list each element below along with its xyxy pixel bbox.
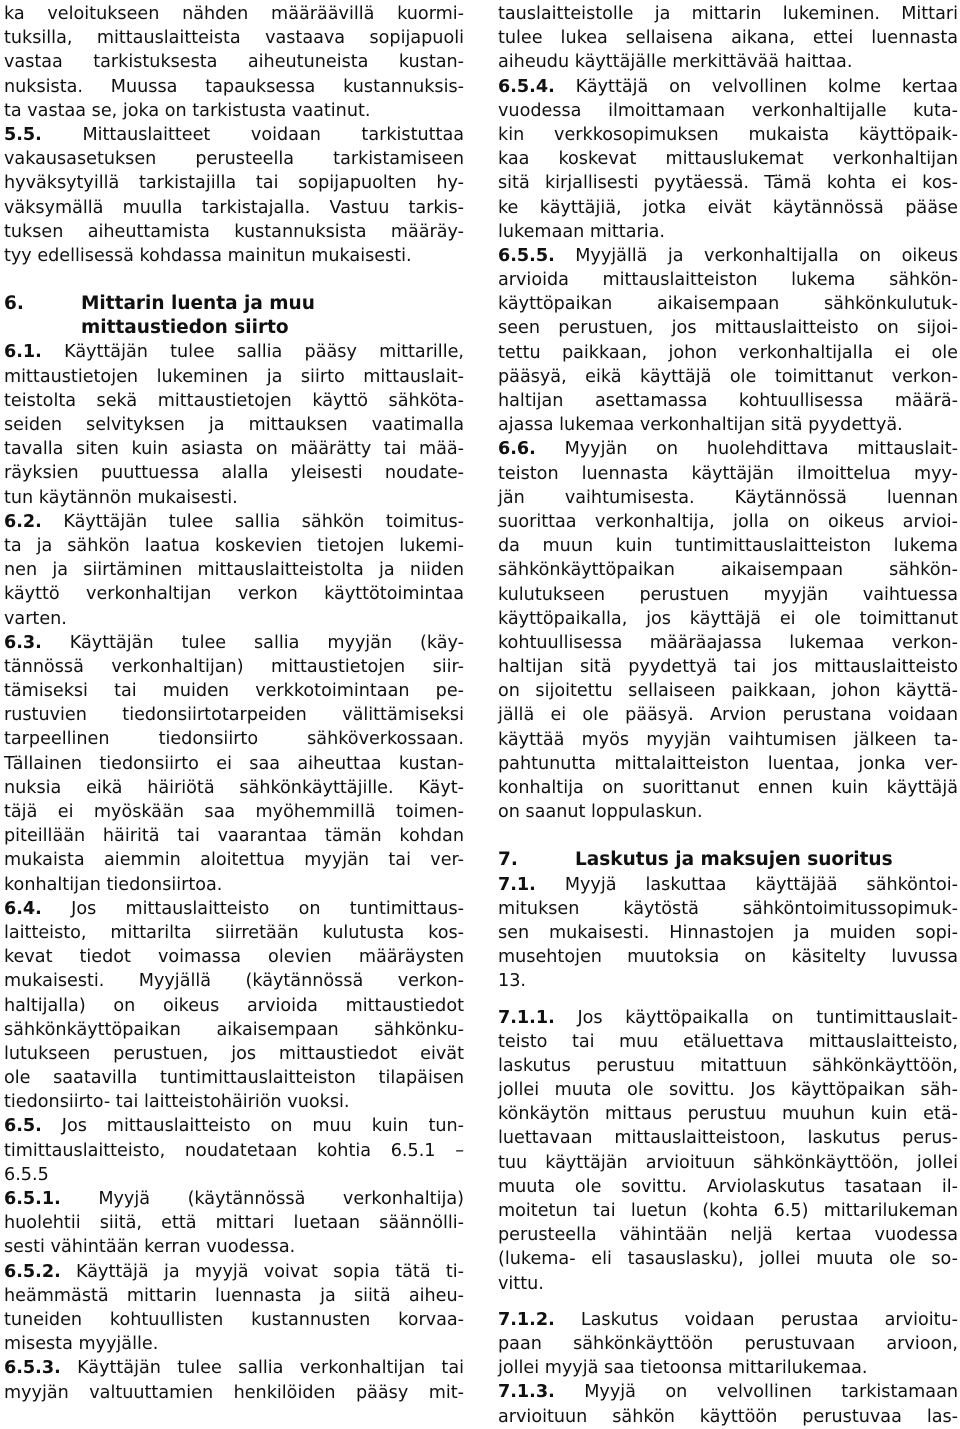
paragraph-text: paan sähkönkäyttöön perustuvaan arvioon,: [498, 1333, 958, 1354]
paragraph-text: tiedonsiirto- tai laitteistohäiriön vuoksi.: [4, 1092, 350, 1113]
paragraph-text: tuu käyttäjän arvioituun sähkönkäyttöön, jollei: [498, 1152, 958, 1173]
paragraph-line: [4, 800, 464, 824]
paragraph-text: könkäytön mittaus perustuu muuhun kuin etä-: [498, 1104, 958, 1125]
paragraph-line: [4, 873, 464, 897]
paragraph-line: [498, 583, 958, 607]
paragraph-text: nuksia eikä häiriötä sähkönkäyttäjille. Käyt-: [4, 777, 464, 798]
paragraph-line: [4, 607, 464, 631]
paragraph-text: rustuvien tiedonsiirtotarpeiden välittämiseksi: [4, 705, 464, 726]
paragraph-text: timittauslaitteisto, noudatetaan kohtia 6.5.1 –: [4, 1140, 464, 1161]
paragraph-text: haltijalla) on oikeus arvioida mittaustiedot: [4, 995, 464, 1016]
heading-title: mittaustiedon siirto: [81, 317, 289, 339]
paragraph-text: jällä ei ole pääsyä. Arvion perustana voidaan: [498, 705, 958, 726]
paragraph-text: käyttö verkonhaltijan verkon käyttötoimintaa: [4, 584, 464, 605]
paragraph-line: [498, 1199, 958, 1223]
paragraph-text: mukaista aiemmin aloitettua myyjän tai ver-: [4, 850, 464, 871]
paragraph-line: [498, 945, 958, 969]
paragraph-line: [498, 220, 958, 244]
section-number: 6.6.: [498, 439, 536, 460]
paragraph-line: [4, 413, 464, 437]
paragraph-line: [498, 413, 958, 437]
section-heading-continued: [4, 316, 464, 340]
paragraph-text: huolehtii siitä, että mittari luetaan säännölli-: [4, 1213, 464, 1234]
paragraph-text: Jos mittauslaitteisto on muu kuin tun-: [61, 1116, 465, 1137]
paragraph-text: pahtunutta mittalaitteiston luentaa, jonka ver-: [498, 753, 958, 774]
paragraph-text: 6.5.5: [4, 1164, 49, 1185]
paragraph-text: seiden selvityksen ja mittauksen vaatimalla: [4, 415, 464, 435]
paragraph-line: [498, 1102, 958, 1126]
paragraph-line: [4, 1139, 464, 1163]
paragraph-line: [498, 510, 958, 534]
paragraph-text: piteillään häiritä tai vaarantaa tämän kohdan: [4, 826, 464, 847]
paragraph-line: [498, 1030, 958, 1054]
paragraph-text: tyy edellisessä kohdassa mainitun mukaisesti.: [4, 245, 412, 266]
paragraph-text: tännössä verkonhaltijan) mittaustietojen siir-: [4, 656, 464, 677]
section-number: 7.1.: [498, 874, 536, 895]
paragraph-text: kevat tiedot voimassa olevien määräysten: [4, 947, 464, 968]
paragraph-text: Tällainen tiedonsiirto ei saa aiheuttaa kustan-: [4, 753, 464, 774]
paragraph-line: [4, 1284, 464, 1308]
paragraph-line: [4, 1163, 464, 1187]
paragraph-text: ajassa lukemaa verkonhaltijan sitä pyydettyä.: [498, 415, 903, 436]
paragraph-first-line: [498, 1006, 958, 1030]
paragraph-line: [498, 1405, 958, 1429]
paragraph-text: suorittaa verkonhaltija, jolla on oikeus arvioi-: [498, 511, 958, 532]
paragraph-text: tun käytännön mukaisesti.: [4, 487, 238, 508]
paragraph-line: [498, 462, 958, 486]
paragraph-text: vakausasetuksen perusteella tarkistamiseen: [4, 149, 464, 170]
paragraph-line: [4, 921, 464, 945]
paragraph-text: arvioituun sähkön käyttöön perustuvaa las-: [498, 1406, 958, 1427]
paragraph-text: tämiseksi tai muiden verkkotoimintaan pe-: [4, 681, 464, 702]
paragraph-line: [498, 389, 958, 413]
paragraph-line: [4, 1018, 464, 1042]
paragraph-text: tettu paikkaan, johon verkonhaltijalla ei ole: [498, 342, 958, 363]
paragraph-first-line: [4, 1187, 464, 1211]
paragraph-line: [498, 1054, 958, 1078]
paragraph-text: ke käyttäjiä, jotka eivät käytännössä pääse: [498, 197, 958, 218]
paragraph-text: misesta myyjälle.: [4, 1334, 159, 1355]
paragraph-line: [4, 679, 464, 703]
paragraph-line: [498, 1175, 958, 1199]
section-number: 6.3.: [4, 632, 42, 653]
text-line: [4, 50, 464, 74]
paragraph-text: da muun kuin tuntimittauslaitteiston lukema: [498, 536, 958, 557]
paragraph-text: jän vaihtumisesta. Käytännössä luennan: [498, 487, 958, 508]
paragraph-line: [4, 534, 464, 558]
paragraph-text: perusteella vähintään neljä kertaa vuodessa: [498, 1225, 958, 1246]
paragraph-text: lutukseen perustuen, jos mittaustiedot eivät: [4, 1043, 464, 1064]
section-number: 5.5.: [4, 124, 42, 145]
paragraph-line: [4, 558, 464, 582]
section-number: 6.5.1.: [4, 1189, 61, 1209]
paragraph-text: laskutus perustuu mitattuun sähkönkäyttöön,: [498, 1055, 958, 1076]
paragraph-text: nen ja siirtäminen mittauslaitteistolta ja niiden: [4, 560, 464, 581]
paragraph-text: mituksen käytöstä sähköntoimitussopimuk-: [498, 898, 958, 919]
paragraph-text: Jos mittauslaitteisto on tuntimittaus-: [71, 898, 465, 919]
paragraph-text: vittu.: [498, 1273, 544, 1294]
paragraph-text: sitä kirjallisesti pyytäessä. Tämä kohta ei kos-: [498, 173, 958, 194]
paragraph-text: teiston luennasta käyttäjän ilmoittelua myy-: [498, 463, 958, 484]
paragraph-line: [4, 244, 464, 268]
paragraph-text: kaa koskevat mittauslukemat verkonhaltijan: [498, 149, 958, 170]
section-number: 6.1.: [4, 342, 42, 363]
paragraph-text: Myyjän on huolehdittava mittauslait-: [564, 439, 959, 460]
paragraph-first-line: [498, 244, 958, 268]
paragraph-line: [498, 679, 958, 703]
paragraph-line: [498, 268, 958, 292]
paragraph-text: mukaisesti. Myyjällä (käytännössä verkon-: [4, 971, 464, 992]
paragraph-text: tuneiden kohtuullisten kustannusten korvaa-: [4, 1309, 464, 1330]
text-line-content: tauslaitteistolle ja mittarin lukeminen. Mittari: [498, 4, 958, 24]
section-number: 6.5.3.: [4, 1358, 61, 1379]
paragraph-line: [498, 341, 958, 365]
paragraph-text: väksymällä muulla tarkistajalla. Vastuu tarkis-: [4, 197, 464, 218]
paragraph-text: kin verkkosopimuksen mukaista käyttöpaik-: [498, 124, 958, 145]
paragraph-line: [4, 486, 464, 510]
paragraph-text: Mittauslaitteet voidaan tarkistuttaa: [82, 124, 465, 145]
paragraph-line: [498, 1247, 958, 1271]
text-line: [498, 26, 958, 50]
paragraph-text: Käyttäjä ja myyjä voivat sopia tätä ti-: [76, 1261, 464, 1282]
paragraph-first-line: [498, 1308, 958, 1332]
paragraph-line: [498, 921, 958, 945]
paragraph-text: jollei muuta ole sovittu. Jos käyttöpaikan säh-: [498, 1080, 958, 1101]
paragraph-text: on saanut loppulaskun.: [498, 802, 703, 823]
paragraph-line: [498, 1272, 958, 1296]
heading-title: Laskutus ja maksujen suoritus: [575, 849, 893, 871]
paragraph-first-line: [4, 123, 464, 147]
paragraph-first-line: [4, 340, 464, 364]
paragraph-line: [4, 655, 464, 679]
paragraph-line: [4, 147, 464, 171]
section-heading: [4, 292, 464, 316]
paragraph-text: Laskutus voidaan perustaa arvioitu-: [580, 1309, 959, 1330]
paragraph-line: [4, 824, 464, 848]
paragraph-line: [498, 534, 958, 558]
paragraph-line: [498, 123, 958, 147]
section-number: 6.5.2.: [4, 1261, 61, 1282]
paragraph-text: räyksien puuttuessa alalla yleisesti noudate-: [4, 463, 464, 484]
paragraph-text: Myyjä laskuttaa käyttäjää sähköntoi-: [564, 874, 958, 895]
paragraph-line: [4, 776, 464, 800]
paragraph-text: kohtuullisessa määräajassa lukemaa verkon-: [498, 632, 958, 653]
paragraph-line: [498, 631, 958, 655]
paragraph-first-line: [498, 75, 958, 99]
section-number: 6.5.4.: [498, 76, 555, 97]
section-number: 6.4.: [4, 898, 42, 919]
paragraph-text: kulutukseen perustuen myyjän vaihtuessa: [498, 584, 958, 605]
paragraph-line: [4, 1090, 464, 1114]
paragraph-text: arvioida mittauslaitteiston lukema sähkön-: [498, 270, 958, 291]
paragraph-text: haltijan asettamassa kohtuullisessa määrä-: [498, 391, 958, 411]
paragraph-line: [498, 607, 958, 631]
paragraph-text: luettavaan mittauslaitteistoon, laskutus perus-: [498, 1128, 958, 1149]
paragraph-line: [4, 1381, 464, 1405]
spacer: [498, 994, 958, 1006]
paragraph-line: [498, 147, 958, 171]
paragraph-line: [498, 897, 958, 921]
paragraph-text: heämmästä mittarin luennasta ja siitä aiheu-: [4, 1285, 464, 1306]
right-column: [498, 2, 958, 1429]
paragraph-line: [4, 752, 464, 776]
paragraph-line: [4, 220, 464, 244]
paragraph-text: Käyttäjän tulee sallia myyjän (käy-: [69, 632, 464, 653]
paragraph-text: Jos käyttöpaikalla on tuntimittauslait-: [577, 1007, 959, 1028]
paragraph-first-line: [498, 873, 958, 897]
text-line-content: vastaa tarkistuksesta aiheutuneista kustan-: [4, 52, 464, 73]
text-line: [498, 2, 958, 26]
section-number: 7.1.2.: [498, 1309, 555, 1330]
paragraph-text: Myyjällä ja verkonhaltijalla on oikeus: [575, 245, 958, 266]
paragraph-text: varten.: [4, 608, 67, 629]
heading-number: 6.: [4, 293, 24, 315]
paragraph-text: 13.: [498, 971, 526, 992]
paragraph-line: [4, 703, 464, 727]
paragraph-line: [4, 1308, 464, 1332]
heading-number: 7.: [498, 849, 518, 871]
paragraph-text: teisto tai muu etäluettava mittauslaitteisto,: [498, 1031, 958, 1052]
paragraph-line: [498, 1223, 958, 1247]
paragraph-line: [498, 292, 958, 316]
paragraph-text: käyttöpaikan aikaisempaan sähkönkulutuk-: [498, 294, 958, 315]
paragraph-text: teistolta sekä mittaustietojen käyttö sähköta-: [4, 390, 464, 411]
paragraph-first-line: [4, 510, 464, 534]
section-number: 6.2.: [4, 511, 42, 532]
paragraph-first-line: [4, 631, 464, 655]
paragraph-text: sähkönkäyttöpaikan aikaisempaan sähkön-: [498, 560, 958, 581]
section-heading: [498, 848, 958, 872]
paragraph-text: tavalla siten kuin asiasta on määrätty tai mää-: [4, 439, 464, 460]
paragraph-line: [498, 752, 958, 776]
paragraph-line: [498, 969, 958, 993]
paragraph-text: tarpeellinen tiedonsiirto sähköverkossaan.: [4, 729, 464, 750]
text-line: [4, 99, 464, 123]
paragraph-line: [4, 969, 464, 993]
text-line: [4, 2, 464, 26]
left-column: [4, 2, 464, 1405]
paragraph-text: (lukema- eli tasauslasku), jollei muuta ole so-: [498, 1249, 958, 1270]
text-line: [4, 26, 464, 50]
paragraph-line: [498, 1126, 958, 1150]
paragraph-line: [498, 316, 958, 340]
paragraph-line: [498, 800, 958, 824]
paragraph-text: lukemaan mittaria.: [498, 221, 665, 242]
spacer: [498, 1296, 958, 1308]
paragraph-line: [498, 1151, 958, 1175]
paragraph-line: [498, 558, 958, 582]
paragraph-text: ole saatavilla tuntimittauslaitteiston tilapäisen: [4, 1068, 464, 1089]
paragraph-text: Käyttäjän tulee sallia pääsy mittarille,: [64, 342, 465, 363]
paragraph-text: Käyttäjän tulee sallia sähkön toimitus-: [63, 511, 464, 532]
paragraph-text: Myyjä (käytännössä verkonhaltija): [98, 1189, 464, 1209]
paragraph-line: [498, 776, 958, 800]
paragraph-text: mittaustietojen lukeminen ja siirto mittauslait-: [4, 366, 464, 387]
paragraph-line: [4, 389, 464, 413]
paragraph-text: muuta ole sovittu. Arviolaskutus tasataan il-: [498, 1176, 958, 1197]
paragraph-line: [4, 171, 464, 195]
paragraph-line: [498, 703, 958, 727]
paragraph-text: Käyttäjän tulee sallia verkonhaltijan tai: [77, 1358, 464, 1379]
paragraph-text: moitetun tai luetun (kohta 6.5) mittarilukeman: [498, 1201, 958, 1221]
paragraph-line: [4, 848, 464, 872]
paragraph-line: [498, 196, 958, 220]
paragraph-line: [4, 727, 464, 751]
paragraph-text: pääsyä, eikä käyttäjä ole toimittanut verkon-: [498, 366, 958, 387]
paragraph-text: sesti vähintään kerran vuodessa.: [4, 1237, 296, 1258]
paragraph-line: [498, 486, 958, 510]
heading-title: Mittarin luenta ja muu: [81, 293, 315, 315]
paragraph-line: [4, 196, 464, 220]
paragraph-line: [4, 1332, 464, 1356]
paragraph-text: musehtojen muutoksia on käsitelty luvussa: [498, 947, 958, 968]
spacer: [498, 824, 958, 848]
section-number: 6.5.5.: [498, 245, 555, 266]
paragraph-line: [4, 1235, 464, 1259]
paragraph-text: seen perustuen, jos mittauslaitteisto on sijoi-: [498, 318, 958, 339]
paragraph-first-line: [498, 1380, 958, 1404]
spacer: [4, 268, 464, 292]
section-number: 7.1.3.: [498, 1382, 555, 1403]
paragraph-text: jollei myyjä saa tietoonsa mittarilukemaa.: [498, 1358, 868, 1379]
text-line-content: ka veloitukseen nähden määräävillä kuormi-: [4, 4, 464, 24]
paragraph-text: hyväksytyillä tarkistajilla tai sopijapuolten hy-: [4, 173, 464, 194]
text-line-content: ta vastaa se, joka on tarkistusta vaatinut.: [4, 100, 371, 121]
paragraph-first-line: [4, 1260, 464, 1284]
paragraph-first-line: [4, 897, 464, 921]
paragraph-text: konhaltija on suorittanut ennen kuin käyttäjä: [498, 778, 958, 798]
paragraph-first-line: [4, 1114, 464, 1138]
paragraph-line: [4, 994, 464, 1018]
paragraph-text: sen mukaisesti. Hinnastojen ja muiden sopi-: [498, 922, 958, 943]
text-line-content: tuksilla, mittauslaitteista vastaava sopijapuoli: [4, 28, 464, 49]
text-line-content: nuksista. Muussa tapauksessa kustannuksis-: [4, 76, 464, 97]
paragraph-text: tuksen aiheuttamista kustannuksista määräy-: [4, 221, 464, 242]
text-line-content: aiheudu käyttäjälle merkittävää haittaa.: [498, 52, 853, 73]
paragraph-text: myyjän valtuuttamien henkilöiden pääsy mit-: [4, 1382, 464, 1403]
text-line: [498, 50, 958, 74]
section-number: 6.5.: [4, 1116, 42, 1137]
paragraph-text: laitteisto, mittarilta siirretään kulutusta kos-: [4, 922, 464, 943]
paragraph-text: haltijan sitä pyydettyä tai jos mittauslaitteisto: [498, 657, 958, 678]
paragraph-line: [498, 1078, 958, 1102]
paragraph-line: [498, 655, 958, 679]
paragraph-line: [4, 1211, 464, 1235]
paragraph-line: [4, 437, 464, 461]
paragraph-first-line: [498, 437, 958, 461]
paragraph-line: [498, 99, 958, 123]
paragraph-line: [4, 1066, 464, 1090]
paragraph-first-line: [4, 1356, 464, 1380]
paragraph-line: [4, 582, 464, 606]
paragraph-line: [498, 1332, 958, 1356]
paragraph-line: [498, 365, 958, 389]
paragraph-line: [4, 365, 464, 389]
paragraph-text: sähkönkäyttöpaikan aikaisempaan sähkönku-: [4, 1019, 464, 1040]
paragraph-text: konhaltijan tiedonsiirtoa.: [4, 874, 223, 895]
paragraph-text: ta ja sähkön laatua koskevien tietojen lukemi-: [4, 535, 464, 556]
paragraph-line: [498, 171, 958, 195]
paragraph-line: [4, 945, 464, 969]
text-line: [4, 75, 464, 99]
paragraph-text: käyttää myös myyjän vaihtumisen jälkeen ta-: [498, 729, 958, 750]
paragraph-line: [498, 728, 958, 752]
section-number: 7.1.1.: [498, 1007, 555, 1028]
paragraph-text: Käyttäjä on velvollinen kolme kertaa: [575, 76, 958, 97]
paragraph-line: [4, 1042, 464, 1066]
paragraph-text: täjä ei myöskään saa myöhemmillä toimen-: [4, 802, 464, 822]
paragraph-text: käyttöpaikalla, jos käyttäjä ei ole toimittanut: [498, 608, 958, 629]
text-line-content: tulee lukea sellaisena aikana, ettei luennasta: [498, 28, 958, 49]
paragraph-line: [4, 461, 464, 485]
paragraph-text: on sijoitettu sellaiseen paikkaan, johon käyttä-: [498, 681, 958, 702]
paragraph-text: vuodessa ilmoittamaan verkonhaltijalle kuta-: [498, 100, 958, 121]
paragraph-line: [498, 1356, 958, 1380]
paragraph-text: Myyjä on velvollinen tarkistamaan: [584, 1382, 958, 1403]
